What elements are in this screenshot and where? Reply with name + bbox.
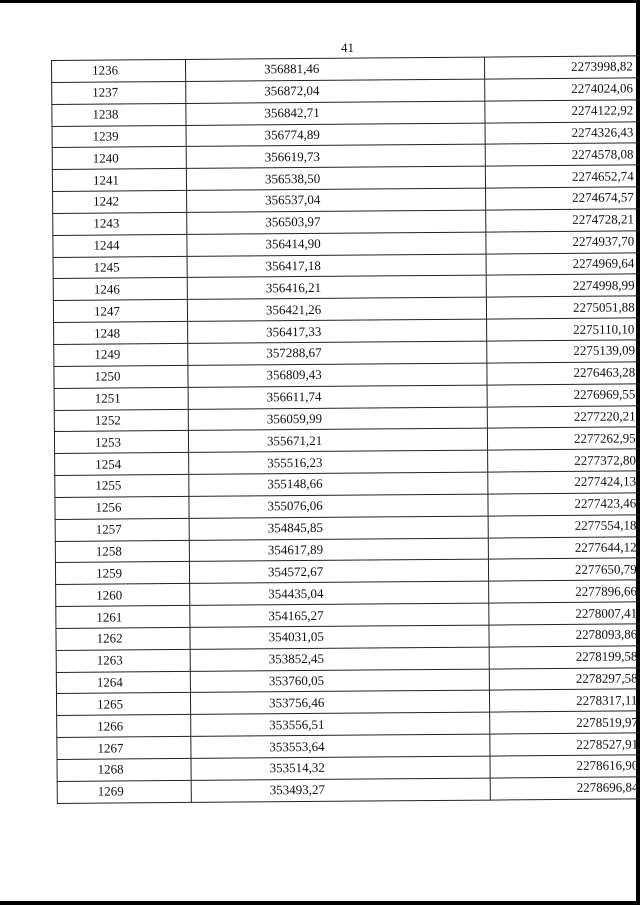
point-number-cell: 1268 [57,758,191,781]
x-coordinate-cell: 354845,85 [189,516,488,540]
y-coordinate-cell: 2274728,21 [486,208,640,232]
x-coordinate-cell: 354617,89 [189,538,488,562]
point-number-cell: 1266 [57,715,191,738]
point-number-cell: 1238 [52,103,186,126]
x-coordinate-cell: 357288,67 [188,341,487,365]
x-coordinate-cell: 356537,04 [187,188,486,212]
x-coordinate-cell: 354572,67 [189,559,488,583]
point-number-cell: 1269 [57,780,191,803]
y-coordinate-cell: 2278519,97 [490,710,640,734]
coordinates-table-container [51,54,640,804]
coordinates-table [51,54,640,804]
point-number-cell: 1255 [55,474,189,497]
x-coordinate-cell: 355516,23 [189,450,488,474]
x-coordinate-cell: 356538,50 [186,166,485,190]
scan-border-bottom [0,901,640,905]
x-coordinate-cell: 356414,90 [187,232,486,256]
y-coordinate-cell: 2274122,92 [485,98,640,122]
y-coordinate-cell: 2274326,43 [485,120,640,144]
x-coordinate-cell: 356417,18 [187,254,486,278]
x-coordinate-cell: 353756,46 [190,691,489,715]
x-coordinate-cell: 354031,05 [190,625,489,649]
y-coordinate-cell: 2275110,10 [487,317,640,341]
point-number-cell: 1242 [53,191,187,214]
point-number-cell: 1241 [52,169,186,192]
point-number-cell: 1245 [53,256,187,279]
y-coordinate-cell: 2278317,11 [489,688,640,712]
page-number: 41 [341,40,354,55]
point-number-cell: 1262 [56,627,190,650]
y-coordinate-cell: 2277896,66 [489,579,640,603]
point-number-cell: 1236 [52,59,186,82]
y-coordinate-cell: 2274998,99 [486,273,640,297]
point-number-cell: 1264 [56,671,190,694]
x-coordinate-cell: 356417,33 [188,319,487,343]
x-coordinate-cell: 353760,05 [190,669,489,693]
point-number-cell: 1243 [53,212,187,235]
point-number-cell: 1267 [57,737,191,760]
y-coordinate-cell: 2278616,90 [490,754,640,778]
x-coordinate-cell: 355076,06 [189,494,488,518]
point-number-cell: 1248 [54,322,188,345]
y-coordinate-cell: 2278297,58 [489,666,640,690]
x-coordinate-cell: 353493,27 [191,778,490,802]
x-coordinate-cell: 354165,27 [190,603,489,627]
x-coordinate-cell: 353556,51 [191,712,490,736]
y-coordinate-cell: 2278527,91 [490,732,640,756]
x-coordinate-cell: 356059,99 [188,407,487,431]
point-number-cell: 1239 [52,125,186,148]
x-coordinate-cell: 356611,74 [188,385,487,409]
y-coordinate-cell: 2278199,58 [489,644,640,668]
point-number-cell: 1237 [52,81,186,104]
x-coordinate-cell: 356842,71 [186,101,485,125]
point-number-cell: 1258 [55,540,189,563]
x-coordinate-cell: 356774,89 [186,123,485,147]
point-number-cell: 1249 [54,343,188,366]
coordinates-table-body [52,55,640,804]
y-coordinate-cell: 2278093,86 [489,623,640,647]
y-coordinate-cell: 2277424,13 [488,470,640,494]
point-number-cell: 1263 [56,649,190,672]
point-number-cell: 1259 [55,562,189,585]
x-coordinate-cell: 353852,45 [190,647,489,671]
x-coordinate-cell: 356416,21 [187,276,486,300]
y-coordinate-cell: 2277650,79 [488,557,640,581]
x-coordinate-cell: 356619,73 [186,144,485,168]
y-coordinate-cell: 2276463,28 [487,360,640,384]
y-coordinate-cell: 2275139,09 [487,339,640,363]
point-number-cell: 1253 [54,431,188,454]
scan-border-top [0,0,640,3]
point-number-cell: 1261 [56,606,190,629]
x-coordinate-cell: 356881,46 [185,57,484,81]
y-coordinate-cell: 2274937,70 [486,229,640,253]
y-coordinate-cell: 2277372,80 [488,448,640,472]
x-coordinate-cell: 355148,66 [189,472,488,496]
point-number-cell: 1257 [55,518,189,541]
point-number-cell: 1240 [52,147,186,170]
point-number-cell: 1265 [56,693,190,716]
y-coordinate-cell: 2277554,18 [488,513,640,537]
x-coordinate-cell: 355671,21 [188,428,487,452]
y-coordinate-cell: 2274674,57 [486,186,640,210]
y-coordinate-cell: 2274578,08 [485,142,640,166]
y-coordinate-cell: 2274024,06 [485,76,640,100]
y-coordinate-cell: 2274969,64 [486,251,640,275]
y-coordinate-cell: 2278007,41 [489,601,640,625]
y-coordinate-cell: 2275051,88 [486,295,640,319]
point-number-cell: 1244 [53,234,187,257]
point-number-cell: 1260 [56,584,190,607]
x-coordinate-cell: 353514,32 [191,756,490,780]
y-coordinate-cell: 2274652,74 [485,164,640,188]
y-coordinate-cell: 2277220,21 [487,404,640,428]
point-number-cell: 1246 [53,278,187,301]
y-coordinate-cell: 2276969,55 [487,382,640,406]
x-coordinate-cell: 356421,26 [187,297,486,321]
point-number-cell: 1256 [55,496,189,519]
y-coordinate-cell: 2278696,84 [490,775,640,799]
x-coordinate-cell: 354435,04 [190,581,489,605]
y-coordinate-cell: 2277644,12 [488,535,640,559]
point-number-cell: 1251 [54,387,188,410]
y-coordinate-cell: 2277423,46 [488,491,640,515]
x-coordinate-cell: 353553,64 [191,734,490,758]
point-number-cell: 1254 [55,453,189,476]
x-coordinate-cell: 356809,43 [188,363,487,387]
point-number-cell: 1252 [54,409,188,432]
x-coordinate-cell: 356872,04 [186,79,485,103]
y-coordinate-cell: 2273998,82 [484,55,640,79]
y-coordinate-cell: 2277262,95 [487,426,640,450]
x-coordinate-cell: 356503,97 [187,210,486,234]
point-number-cell: 1250 [54,365,188,388]
point-number-cell: 1247 [53,300,187,323]
